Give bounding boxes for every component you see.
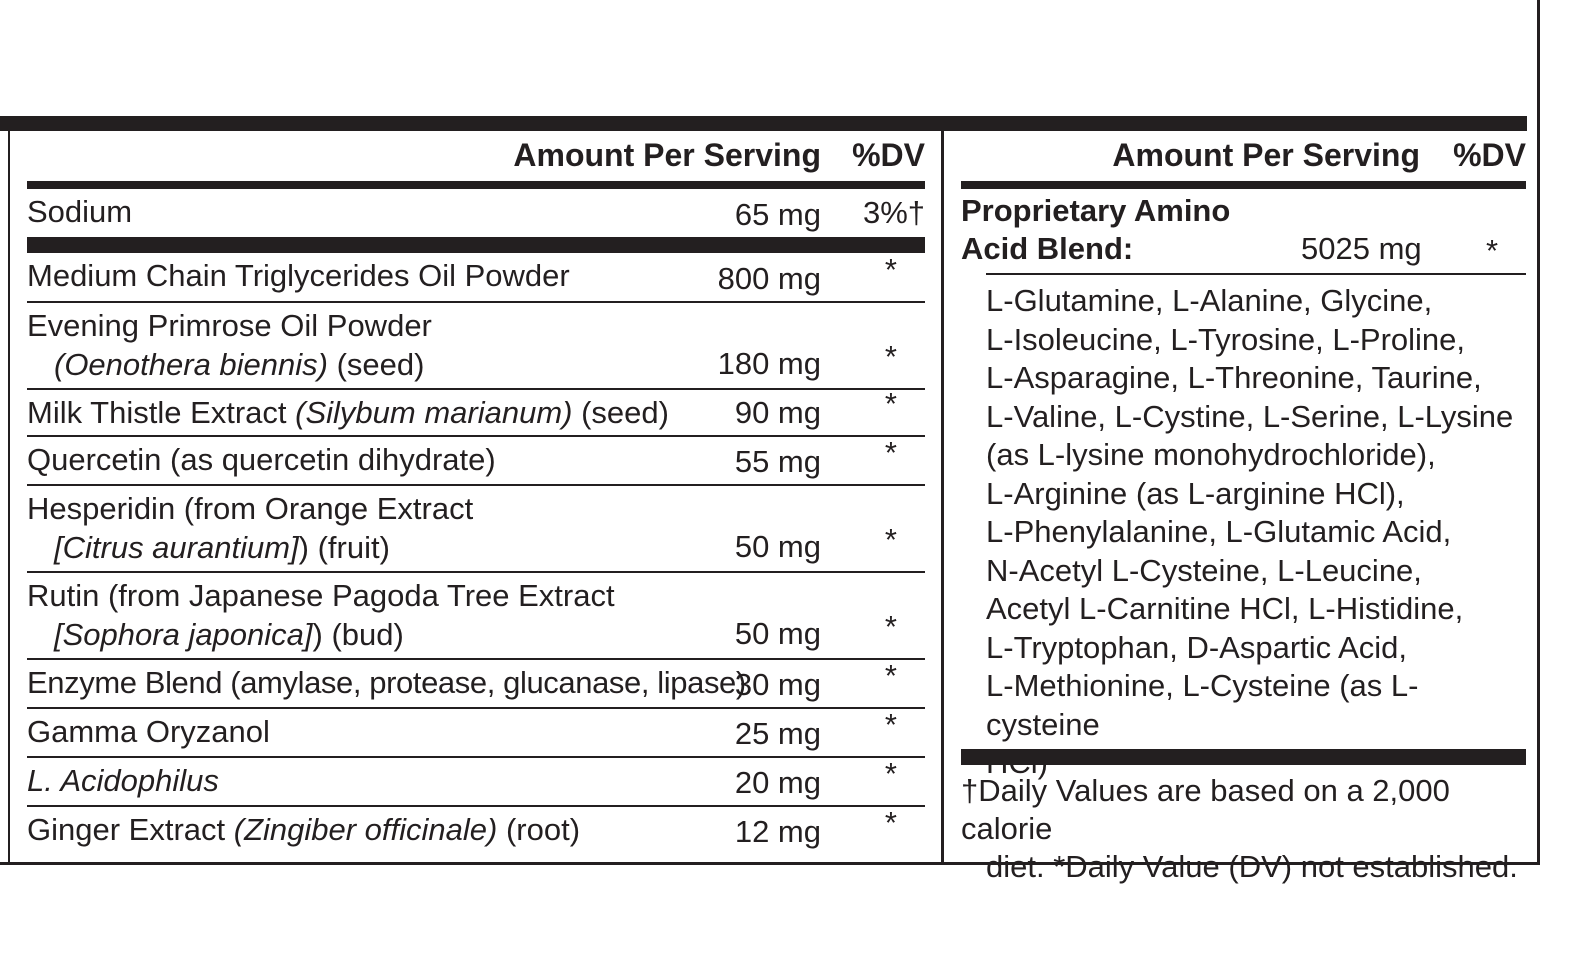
list-item: L-Phenylalanine, L-Glutamic Acid, bbox=[986, 514, 1452, 549]
left-nutrient-table bbox=[27, 131, 925, 854]
ingredient-amount: 25 mg bbox=[734, 716, 821, 751]
dv-header: %DV bbox=[1453, 137, 1526, 173]
ingredient-dv: * bbox=[884, 435, 897, 470]
header-rule bbox=[961, 181, 1526, 189]
table-row bbox=[27, 573, 925, 660]
list-item: (as L-lysine monohydrochloride), bbox=[986, 437, 1436, 472]
table-row bbox=[27, 303, 925, 390]
latin-name: [Citrus aurantium] bbox=[54, 530, 299, 565]
table-row-sodium bbox=[27, 189, 925, 237]
table-row bbox=[27, 486, 925, 573]
right-blend-table bbox=[961, 131, 1526, 189]
list-item: N-Acetyl L-Cysteine, L-Leucine, bbox=[986, 552, 1422, 588]
latin-name: [Sophora japonica] bbox=[54, 617, 313, 652]
amount-per-serving-header: Amount Per Serving bbox=[513, 137, 821, 173]
latin-name: (Zingiber officinale) bbox=[233, 812, 498, 847]
ingredient-name: Rutin (from Japanese Pagoda Tree Extract bbox=[27, 578, 615, 613]
left-border bbox=[8, 131, 10, 865]
table-row bbox=[27, 437, 925, 486]
ingredient-amount: 800 mg bbox=[717, 261, 821, 296]
footnote-rule bbox=[961, 749, 1526, 765]
ingredient-name: Hesperidin (from Orange Extract bbox=[27, 491, 474, 526]
ingredient-name: Quercetin (as quercetin dihydrate) bbox=[27, 442, 496, 477]
ingredient-dv: * bbox=[884, 707, 897, 742]
footnote-line: diet. *Daily Value (DV) not established. bbox=[986, 849, 1518, 884]
list-item: L-Asparagine, L-Threonine, Taurine, bbox=[986, 360, 1482, 395]
ingredient-amount: 180 mg bbox=[717, 346, 821, 381]
ingredient-amount: 90 mg bbox=[734, 395, 821, 430]
plant-part: (seed) bbox=[572, 395, 669, 430]
amount-per-serving-header: Amount Per Serving bbox=[1112, 137, 1420, 173]
top-heavy-rule bbox=[0, 116, 1527, 131]
ingredient-dv: * bbox=[884, 756, 897, 791]
ingredient-amount: 20 mg bbox=[734, 765, 821, 800]
list-item: L-Tryptophan, D-Aspartic Acid, bbox=[986, 629, 1407, 665]
plant-part: ) (fruit) bbox=[298, 530, 390, 565]
table-row bbox=[27, 807, 925, 854]
ingredient-dv: * bbox=[884, 252, 897, 287]
ingredient-name: Evening Primrose Oil Powder bbox=[27, 308, 432, 343]
table-row bbox=[27, 709, 925, 758]
blend-ingredient-list bbox=[986, 282, 1526, 783]
ingredient-amount: 30 mg bbox=[734, 667, 821, 702]
plant-part: ) (bud) bbox=[312, 617, 404, 652]
dv-header: %DV bbox=[852, 137, 925, 173]
header-rule bbox=[27, 181, 925, 189]
ingredient-dv: * bbox=[884, 522, 897, 557]
ingredient-amount: 50 mg bbox=[734, 616, 821, 651]
blend-rule bbox=[986, 273, 1526, 275]
ingredient-amount: 12 mg bbox=[734, 814, 821, 849]
ingredient-dv: * bbox=[884, 339, 897, 374]
ingredient-dv: * bbox=[884, 805, 897, 840]
blend-dv: * bbox=[1486, 233, 1499, 268]
right-table-header bbox=[961, 131, 1526, 181]
ingredient-dv: * bbox=[884, 658, 897, 693]
blend-amount: 5025 mg bbox=[1301, 231, 1422, 266]
footnote bbox=[961, 772, 1531, 886]
ingredient-dv: 3%† bbox=[862, 195, 925, 230]
table-row bbox=[27, 386, 925, 437]
list-item: L-Methionine, L-Cysteine (as L-cysteine bbox=[986, 668, 1419, 742]
latin-name: (Oenothera biennis) bbox=[54, 347, 328, 382]
list-item: L-Arginine (as L-arginine HCl), bbox=[986, 475, 1405, 511]
ingredient-amount: 65 mg bbox=[734, 197, 821, 232]
list-item: Acetyl L-Carnitine HCl, L-Histidine, bbox=[986, 591, 1464, 626]
ingredient-label: Ginger Extract bbox=[27, 812, 234, 847]
ingredient-name: L. Acidophilus bbox=[27, 763, 219, 798]
plant-part: (root) bbox=[497, 812, 581, 847]
ingredient-dv: * bbox=[884, 386, 897, 421]
section-rule bbox=[27, 237, 925, 253]
table-row bbox=[27, 660, 925, 709]
ingredient-amount: 55 mg bbox=[734, 444, 821, 479]
outer-right-border bbox=[1537, 0, 1540, 865]
plant-part: (seed) bbox=[328, 347, 425, 382]
ingredient-name: Gamma Oryzanol bbox=[27, 714, 270, 749]
left-table-header bbox=[27, 131, 925, 181]
ingredient-name: Enzyme Blend (amylase, protease, glucanase, lipase) bbox=[27, 665, 746, 700]
table-row bbox=[27, 253, 925, 303]
blend-title-line2: Acid Blend: bbox=[961, 231, 1134, 266]
list-item: L-Isoleucine, L-Tyrosine, L-Proline, bbox=[986, 321, 1466, 357]
blend-title-line1: Proprietary Amino bbox=[961, 193, 1231, 228]
ingredient-name: Medium Chain Triglycerides Oil Powder bbox=[27, 258, 570, 293]
list-item: L-Valine, L-Cystine, L-Serine, L-Lysine bbox=[986, 398, 1514, 434]
list-item: L-Glutamine, L-Alanine, Glycine, bbox=[986, 283, 1433, 318]
ingredient-amount: 50 mg bbox=[734, 529, 821, 564]
ingredient-name: Sodium bbox=[27, 194, 133, 229]
ingredient-label: Milk Thistle Extract bbox=[27, 395, 296, 430]
column-divider bbox=[941, 131, 944, 862]
latin-name: (Silybum marianum) bbox=[295, 395, 573, 430]
footnote-line: †Daily Values are based on a 2,000 calorie bbox=[961, 773, 1450, 846]
ingredient-dv: * bbox=[884, 609, 897, 644]
table-row bbox=[27, 758, 925, 807]
